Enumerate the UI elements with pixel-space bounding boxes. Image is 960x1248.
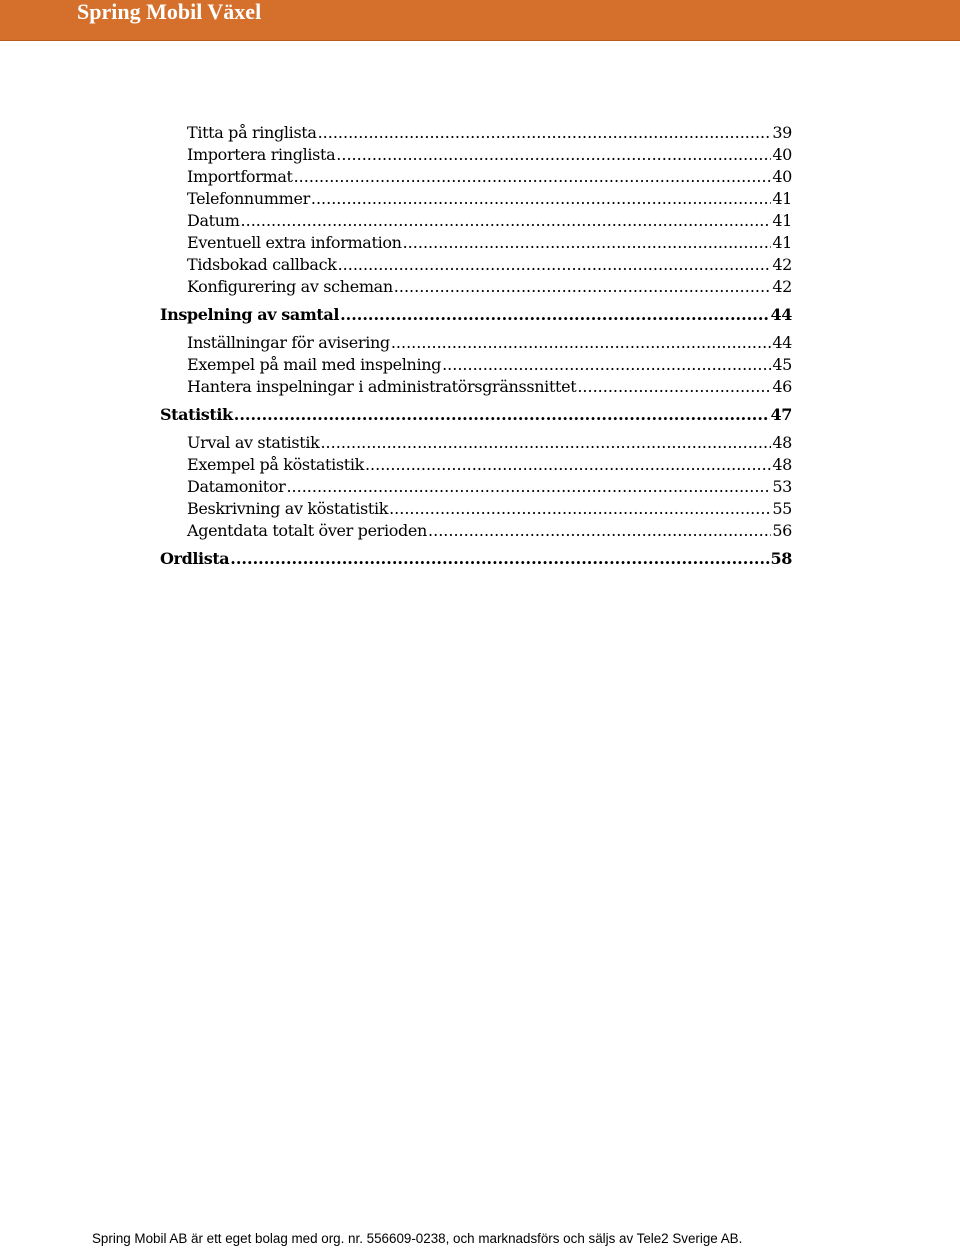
toc-section-entry[interactable]	[160, 520, 792, 542]
toc-entry-label: Titta på ringlista	[187, 123, 317, 142]
toc-dot-leader	[389, 498, 771, 520]
toc-section-entry[interactable]	[160, 210, 792, 232]
toc-page-number: 42	[772, 255, 792, 274]
toc-section-entry[interactable]	[160, 122, 792, 144]
toc-page-number: 42	[772, 277, 792, 296]
toc-entry-label: Ordlista	[160, 549, 230, 568]
toc-entry-label: Exempel på köstatistik	[187, 455, 364, 474]
toc-dot-leader	[394, 276, 772, 298]
toc-dot-leader	[338, 254, 772, 276]
toc-dot-leader	[320, 432, 771, 454]
toc-dot-leader	[391, 332, 772, 354]
toc-dot-leader	[241, 210, 772, 232]
toc-page-number: 39	[772, 123, 792, 142]
table-of-contents	[160, 122, 792, 576]
toc-section-entry[interactable]	[160, 144, 792, 166]
toc-page-number: 41	[772, 189, 792, 208]
toc-entry-label: Beskrivning av köstatistik	[187, 499, 389, 518]
toc-section-entry[interactable]	[160, 498, 792, 520]
toc-dot-leader	[442, 354, 771, 376]
toc-entry-label: Konfigurering av scheman	[187, 277, 393, 296]
toc-dot-leader	[318, 122, 772, 144]
page-footer: Spring Mobil AB är ett eget bolag med org. nr. 556609-0238, och marknadsförs och säljs av Tele2 Sverige AB.	[92, 1231, 743, 1246]
toc-chapter-entry[interactable]	[160, 545, 792, 573]
toc-entry-label: Exempel på mail med inspelning	[187, 355, 442, 374]
toc-section-entry[interactable]	[160, 476, 792, 498]
toc-dot-leader	[286, 476, 771, 498]
toc-page-number: 41	[772, 211, 792, 230]
toc-section-entry[interactable]	[160, 354, 792, 376]
toc-page-number: 55	[772, 499, 792, 518]
toc-page-number: 41	[772, 233, 792, 252]
toc-page-number: 53	[772, 477, 792, 496]
toc-chapter-entry[interactable]	[160, 301, 792, 329]
toc-dot-leader	[230, 545, 769, 573]
toc-section-entry[interactable]	[160, 254, 792, 276]
toc-section-entry[interactable]	[160, 454, 792, 476]
toc-entry-label: Tidsbokad callback	[187, 255, 337, 274]
header-bar	[0, 0, 960, 41]
toc-section-entry[interactable]	[160, 432, 792, 454]
toc-dot-leader	[403, 232, 772, 254]
toc-dot-leader	[311, 188, 771, 210]
toc-dot-leader	[234, 401, 770, 429]
toc-section-entry[interactable]	[160, 188, 792, 210]
toc-dot-leader	[577, 376, 771, 398]
toc-entry-label: Inspelning av samtal	[160, 305, 340, 324]
toc-section-entry[interactable]	[160, 376, 792, 398]
toc-section-entry[interactable]	[160, 232, 792, 254]
toc-dot-leader	[340, 301, 769, 329]
toc-dot-leader	[428, 520, 771, 542]
toc-page-number: 46	[772, 377, 792, 396]
toc-page-number: 48	[772, 433, 792, 452]
toc-dot-leader	[365, 454, 771, 476]
toc-dot-leader	[294, 166, 772, 188]
toc-page-number: 48	[772, 455, 792, 474]
toc-page-number: 56	[772, 521, 792, 540]
toc-entry-label: Urval av statistik	[187, 433, 320, 452]
toc-entry-label: Eventuell extra information	[187, 233, 402, 252]
document-title: Spring Mobil Växel	[77, 0, 262, 24]
toc-entry-label: Agentdata totalt över perioden	[187, 521, 428, 540]
toc-entry-label: Datamonitor	[187, 477, 286, 496]
toc-page-number: 40	[772, 167, 792, 186]
toc-section-entry[interactable]	[160, 276, 792, 298]
toc-page-number: 44	[770, 305, 792, 324]
toc-entry-label: Hantera inspelningar i administratörsgränssnittet	[187, 377, 577, 396]
toc-page-number: 58	[770, 549, 792, 568]
toc-entry-label: Importera ringlista	[187, 145, 336, 164]
toc-entry-label: Datum	[187, 211, 240, 230]
toc-section-entry[interactable]	[160, 332, 792, 354]
toc-section-entry[interactable]	[160, 166, 792, 188]
toc-page-number: 47	[770, 405, 792, 424]
toc-entry-label: Inställningar för avisering	[187, 333, 390, 352]
toc-page-number: 44	[772, 333, 792, 352]
toc-chapter-entry[interactable]	[160, 401, 792, 429]
toc-entry-label: Statistik	[160, 405, 233, 424]
toc-page-number: 45	[772, 355, 792, 374]
toc-page-number: 40	[772, 145, 792, 164]
toc-dot-leader	[336, 144, 771, 166]
toc-entry-label: Telefonnummer	[187, 189, 310, 208]
toc-entry-label: Importformat	[187, 167, 293, 186]
